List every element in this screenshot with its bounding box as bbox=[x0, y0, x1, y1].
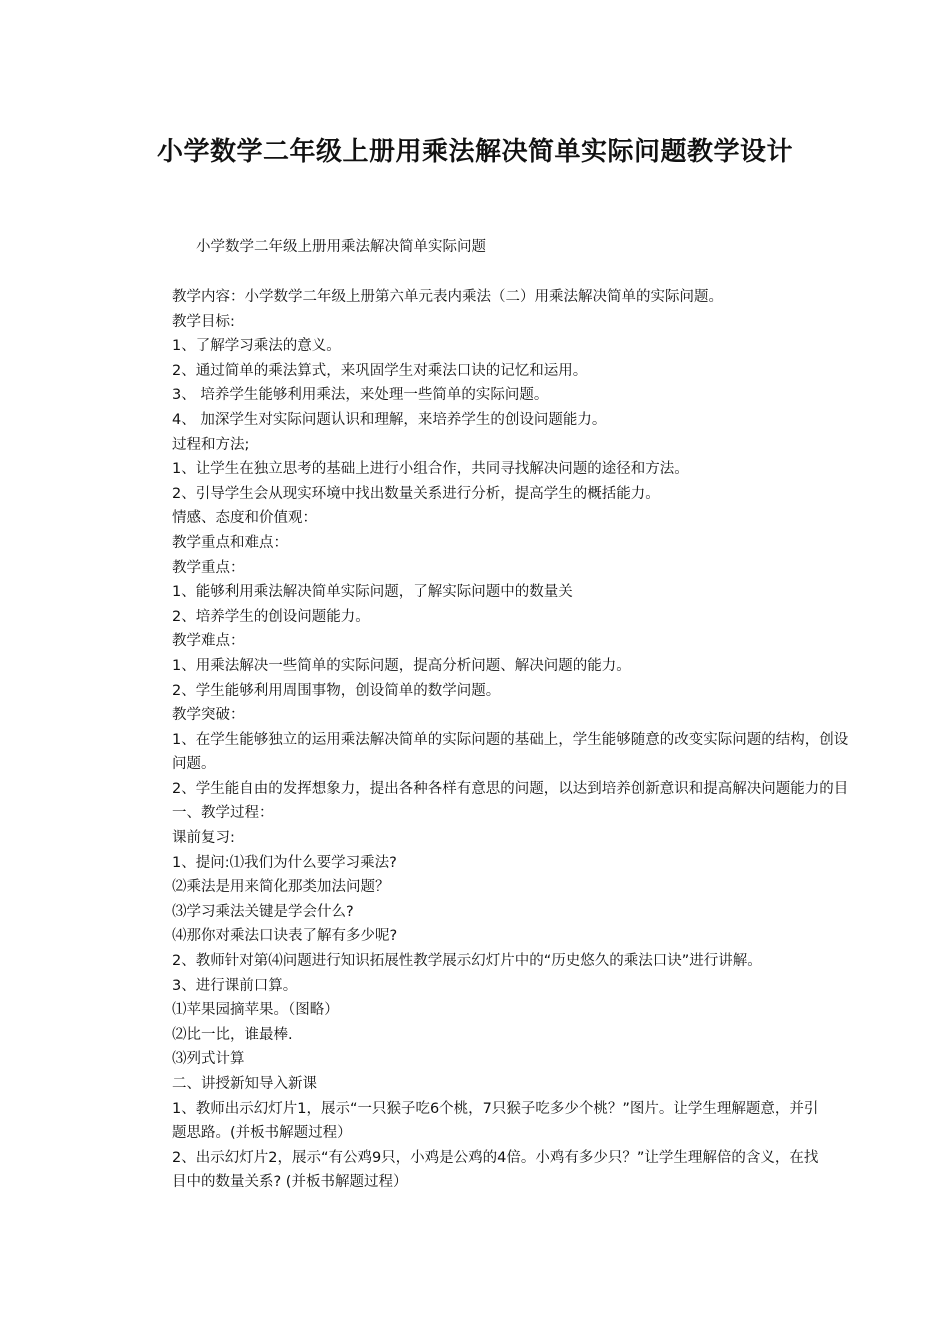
body-line: 1、提问:⑴我们为什么要学习乘法? bbox=[172, 854, 397, 871]
body-line: 1、用乘法解决一些简单的实际问题，提高分析问题、解决问题的能力。 bbox=[172, 657, 631, 674]
body-line: 目中的数量关系? (并板书解题过程） bbox=[172, 1174, 408, 1191]
body-line: 3、进行课前口算。 bbox=[172, 977, 298, 994]
body-line: 教学突破： bbox=[172, 707, 245, 724]
body-line: 课前复习: bbox=[172, 830, 235, 847]
body-line: ⑷那你对乘法口诀表了解有多少呢? bbox=[172, 928, 398, 945]
body-line: 1、能够利用乘法解决简单实际问题，了解实际问题中的数量关 bbox=[172, 584, 573, 601]
body-line: 2、通过简单的乘法算式，来巩固学生对乘法口诀的记忆和运用。 bbox=[172, 362, 588, 379]
body-line: 一、教学过程： bbox=[172, 805, 274, 822]
body-line: 教学重点和难点： bbox=[172, 534, 288, 551]
body-line: ⑴苹果园摘苹果。（图略） bbox=[172, 1002, 339, 1019]
body-line: 2、培养学生的创设问题能力。 bbox=[172, 608, 370, 625]
body-line: 情感、态度和价值观： bbox=[172, 510, 317, 527]
body-line: 2、学生能自由的发挥想象力，提出各种各样有意思的问题，以达到培养创新意识和提高解决问题能力的目 bbox=[172, 780, 849, 797]
document-title: 小学数学二年级上册用乘法解决简单实际问题教学设计 bbox=[156, 137, 793, 167]
body-line: 2、引导学生会从现实环境中找出数量关系进行分析，提高学生的概括能力。 bbox=[172, 485, 660, 502]
body-line: 教学内容：小学数学二年级上册第六单元表内乘法（二）用乘法解决简单的实际问题。 bbox=[172, 289, 723, 305]
body-line: 1、让学生在独立思考的基础上进行小组合作，共同寻找解决问题的途径和方法。 bbox=[172, 461, 689, 478]
body-line: 问题。 bbox=[172, 756, 216, 773]
body-line: 1、了解学习乘法的意义。 bbox=[172, 338, 341, 355]
body-line: ⑵比一比，谁最棒. bbox=[172, 1026, 293, 1043]
body-line: 教学目标: bbox=[172, 313, 235, 330]
body-line: ⑶列式计算 bbox=[172, 1051, 245, 1068]
body-line: 教学重点： bbox=[172, 559, 245, 576]
body-line: 4、 加深学生对实际问题认识和理解，来培养学生的创设问题能力。 bbox=[172, 411, 607, 428]
body-line: 1、教师出示幻灯片1，展示“一只猴子吃6个桃，7只猴子吃多少个桃？”图片。让学生理解题意，并引 bbox=[172, 1100, 819, 1117]
body-line: 1、在学生能够独立的运用乘法解决简单的实际问题的基础上，学生能够随意的改变实际问题的结构，创设 bbox=[172, 731, 849, 748]
body-line: 2、出示幻灯片2，展示“有公鸡9只，小鸡是公鸡的4倍。小鸡有多少只？”让学生理解倍的含义，在找 bbox=[172, 1149, 819, 1166]
body-line: 教学难点： bbox=[172, 633, 245, 650]
body-line: 2、学生能够利用周围事物，创设简单的数学问题。 bbox=[172, 682, 501, 699]
document-body bbox=[172, 285, 950, 1195]
body-line: 2、教师针对第⑷问题进行知识拓展性教学展示幻灯片中的“历史悠久的乘法口诀”进行讲解。 bbox=[172, 953, 762, 970]
body-line: 3、 培养学生能够利用乘法，来处理一些简单的实际问题。 bbox=[172, 387, 549, 404]
body-line: ⑶学习乘法关键是学会什么? bbox=[172, 903, 354, 920]
body-line: 二、讲授新知导入新课 bbox=[172, 1076, 317, 1092]
body-line: 过程和方法; bbox=[172, 436, 250, 453]
document-subtitle: 小学数学二年级上册用乘法解决简单实际问题 bbox=[196, 239, 486, 255]
body-line: ⑵乘法是用来简化那类加法问题？ bbox=[172, 879, 390, 896]
body-line: 题思路。(并板书解题过程） bbox=[172, 1125, 352, 1142]
